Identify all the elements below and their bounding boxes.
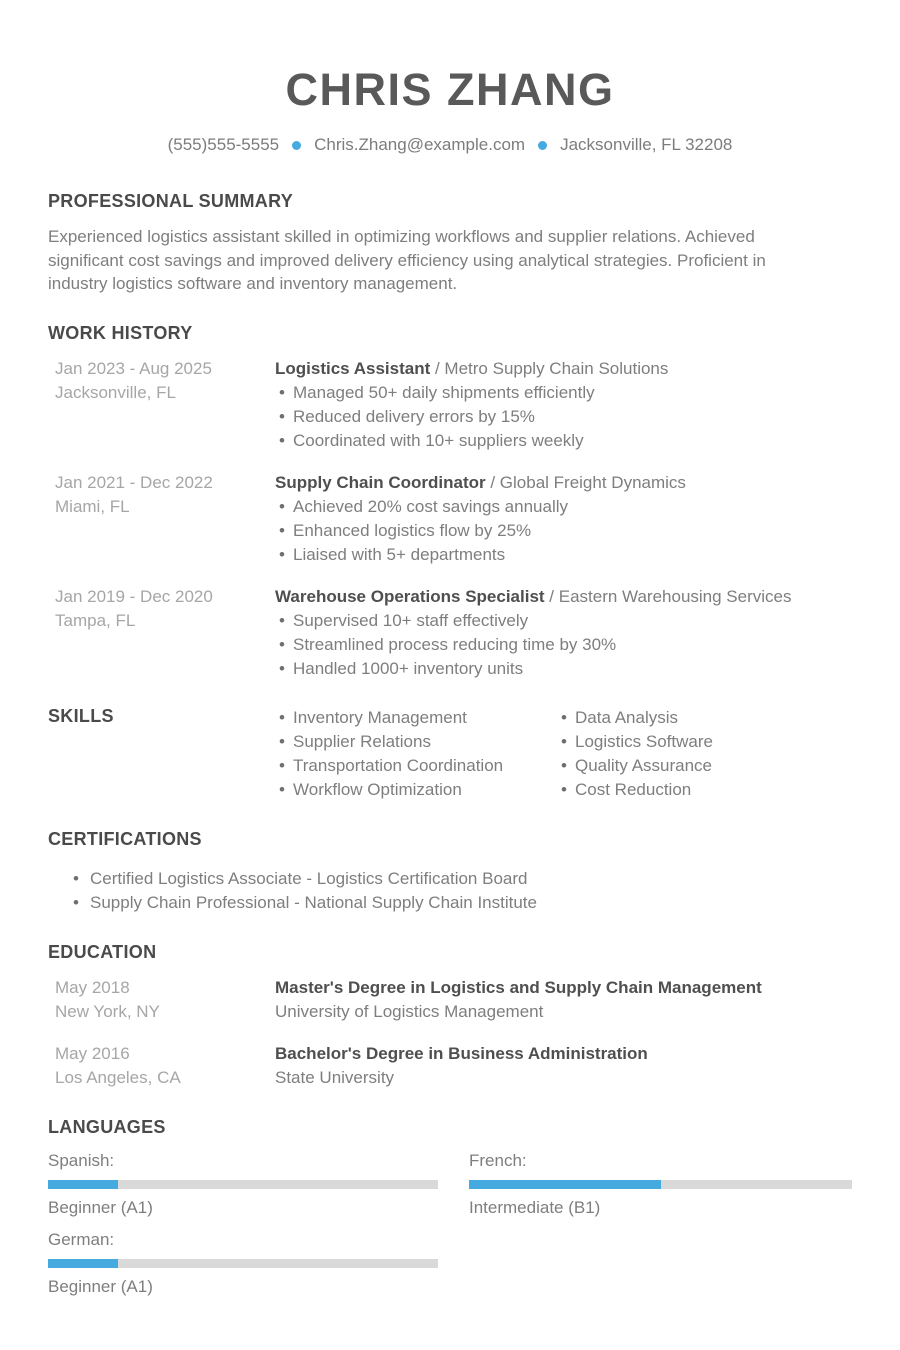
separator-dot-icon [292,141,301,150]
education-location: Los Angeles, CA [55,1067,181,1087]
skill-item: • Quality Assurance [557,754,852,778]
job-dates-location [48,357,275,453]
section-title-education: EDUCATION [48,941,157,962]
language-level: Beginner (A1) [48,1197,153,1217]
skill-item: • Supplier Relations [275,730,557,754]
job-entry [48,585,852,681]
education-entry [48,1042,852,1090]
resume-header [48,66,852,155]
job-entry [48,471,852,567]
education-degree: Bachelor's Degree in Business Administration [275,1043,648,1063]
job-role-line [275,357,852,381]
job-bullet: • Reduced delivery errors by 15% [275,405,852,429]
education-date: May 2016 [55,1043,130,1063]
job-details [275,471,852,567]
section-languages [48,1117,852,1297]
language-item [48,1151,438,1218]
skills-grid [275,706,852,802]
skill-item: • Data Analysis [557,706,852,730]
job-details [275,357,852,453]
skill-item: • Cost Reduction [557,778,852,802]
section-professional-summary [48,191,852,296]
job-bullet-list [275,609,852,681]
job-role-line [275,585,852,609]
job-dates: Jan 2021 - Dec 2022 [55,472,213,492]
job-bullet: • Achieved 20% cost savings annually [275,495,852,519]
language-progress-fill [48,1180,118,1189]
education-entry [48,976,852,1024]
separator-dot-icon [538,141,547,150]
job-bullet: • Supervised 10+ staff effectively [275,609,852,633]
section-title-certifications: CERTIFICATIONS [48,828,202,849]
skills-column-1 [275,706,557,802]
education-details [275,976,852,1024]
job-dates: Jan 2019 - Dec 2020 [55,586,213,606]
contact-phone: (555)555-5555 [167,135,280,155]
language-item [469,1151,852,1218]
skills-column-2 [557,706,852,802]
job-dates-location [48,471,275,567]
section-title-skills: SKILLS [48,705,114,726]
job-bullet: • Managed 50+ daily shipments efficiently [275,381,852,405]
section-education [48,942,852,1090]
certification-item: • Supply Chain Professional - National Supply Chain Institute [48,891,852,915]
job-bullet: • Liaised with 5+ departments [275,543,852,567]
language-progress-track [48,1259,438,1268]
education-school: State University [275,1067,395,1087]
job-entry [48,357,852,453]
language-level: Beginner (A1) [48,1276,153,1296]
education-details [275,1042,852,1090]
job-bullet: • Enhanced logistics flow by 25% [275,519,852,543]
language-name: German: [48,1229,115,1249]
job-location: Jacksonville, FL [55,382,176,402]
contact-location: Jacksonville, FL 32208 [560,135,733,155]
language-progress-track [469,1180,852,1189]
job-details [275,585,852,681]
certification-item: • Certified Logistics Associate - Logistics Certification Board [48,867,852,891]
job-location: Tampa, FL [55,610,136,630]
job-dates: Jan 2023 - Aug 2025 [55,358,212,378]
job-company: / Metro Supply Chain Solutions [434,358,669,378]
job-bullet-list [275,495,852,567]
language-progress-fill [48,1259,118,1268]
language-level: Intermediate (B1) [469,1197,601,1217]
job-bullet: • Handled 1000+ inventory units [275,657,852,681]
skill-item: • Inventory Management [275,706,557,730]
certification-list [48,867,852,915]
job-bullet: • Streamlined process reducing time by 30% [275,633,852,657]
section-certifications [48,829,852,915]
job-company: / Global Freight Dynamics [490,472,686,492]
education-date-location [48,976,275,1024]
skill-item: • Transportation Coordination [275,754,557,778]
section-skills [48,706,852,802]
job-location: Miami, FL [55,496,130,516]
job-role: Supply Chain Coordinator [275,472,486,492]
language-progress-track [48,1180,438,1189]
education-school: University of Logistics Management [275,1001,544,1021]
contact-line [48,135,852,155]
section-title-languages: LANGUAGES [48,1116,166,1137]
education-location: New York, NY [55,1001,160,1021]
language-name: Spanish: [48,1150,115,1170]
job-company: / Eastern Warehousing Services [549,586,792,606]
skill-item: • Logistics Software [557,730,852,754]
section-title-summary: PROFESSIONAL SUMMARY [48,191,294,212]
section-work-history [48,323,852,681]
skill-item: • Workflow Optimization [275,778,557,802]
education-degree: Master's Degree in Logistics and Supply Chain Management [275,977,762,997]
education-date: May 2018 [55,977,130,997]
job-role-line [275,471,852,495]
contact-email: Chris.Zhang@example.com [314,135,526,155]
job-bullet: • Coordinated with 10+ suppliers weekly [275,429,852,453]
summary-text: Experienced logistics assistant skilled in optimizing workflows and supplier relations. Achieved significant cost savings and improved delivery efficiency using analytical strategies. Proficient in industry logistics software and inventory management. [48,227,766,294]
language-name: French: [469,1150,527,1170]
job-bullet-list [275,381,852,453]
language-progress-fill [469,1180,661,1189]
job-role: Logistics Assistant [275,358,431,378]
language-grid [48,1151,852,1297]
section-title-work-history: WORK HISTORY [48,322,193,343]
job-role: Warehouse Operations Specialist [275,586,545,606]
candidate-name: CHRIS ZHANG [285,64,615,115]
language-item [48,1230,438,1297]
education-date-location [48,1042,275,1090]
job-dates-location [48,585,275,681]
